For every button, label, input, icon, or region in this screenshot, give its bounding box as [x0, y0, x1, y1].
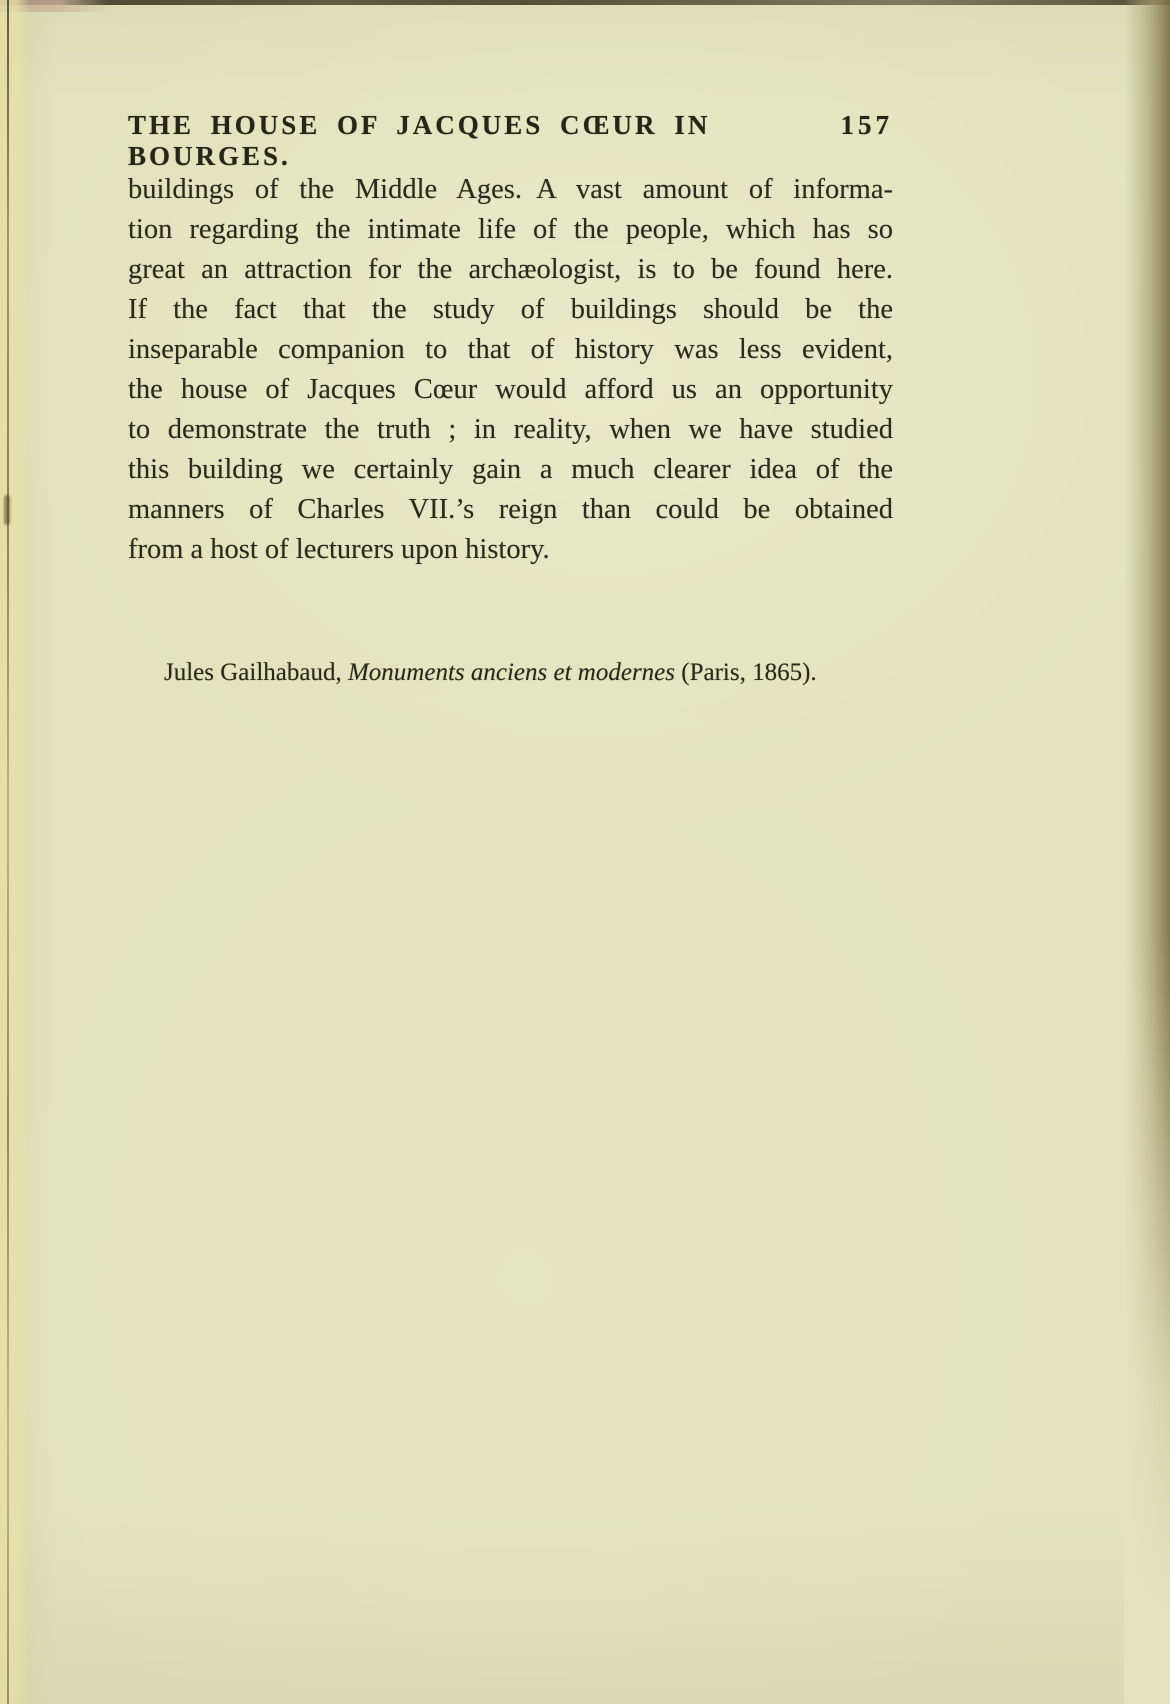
top-edge-shadow	[0, 0, 1170, 5]
body-paragraph	[128, 170, 893, 570]
running-header	[128, 110, 893, 172]
body-line: inseparable companion to that of history was less evident,	[128, 334, 893, 365]
page-number: 157	[840, 110, 893, 140]
body-line: tion regarding the intimate life of the people, which has so	[128, 214, 893, 245]
body-line: buildings of the Middle Ages. A vast amount of informa-	[128, 174, 893, 205]
right-page-edges-band	[1124, 0, 1170, 1704]
body-line: to demonstrate the truth ; in reality, when we have studied	[128, 414, 893, 445]
body-line: manners of Charles VII.’s reign than could be obtained	[128, 494, 893, 525]
citation-work-title: Monuments anciens et modernes	[347, 659, 675, 686]
left-crease-line	[7, 0, 9, 1704]
left-page-edge-strip	[0, 0, 30, 1704]
citation-author: Jules Gailhabaud,	[164, 659, 348, 686]
body-line: this building we certainly gain a much clearer idea of the	[128, 454, 893, 485]
citation-publication: (Paris, 1865).	[675, 659, 817, 686]
left-edge-ink-speck	[4, 495, 10, 525]
body-line: If the fact that the study of buildings should be the	[128, 294, 893, 325]
body-line: the house of Jacques Cœur would afford us an opportunity	[128, 374, 893, 405]
citation	[128, 656, 929, 690]
running-header-title: THE HOUSE OF JACQUES CŒUR IN BOURGES.	[128, 110, 711, 171]
body-line: from a host of lecturers upon history.	[128, 534, 550, 565]
body-line: great an attraction for the archæologist, is to be found here.	[128, 254, 893, 285]
